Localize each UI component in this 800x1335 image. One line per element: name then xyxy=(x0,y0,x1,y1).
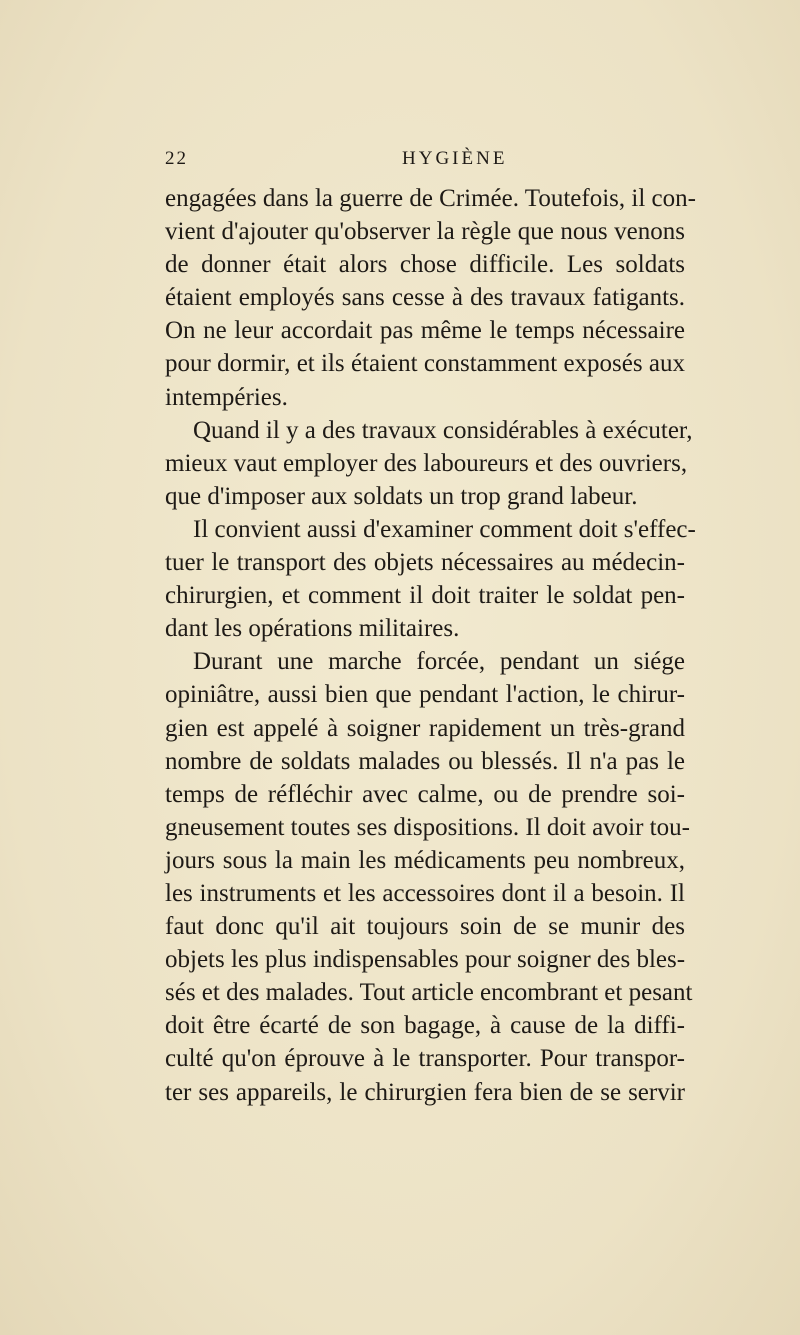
text-line: gneusement toutes ses dispositions. Il doit avoir tou- xyxy=(165,813,690,841)
text-line: chirurgien, et comment il doit traiter le soldat pen- xyxy=(165,582,685,610)
text-line: jours sous la main les médicaments peu nombreux, xyxy=(165,846,685,874)
text-line: Durant une marche forcée, pendant un siége xyxy=(193,648,685,676)
text-line: nombre de soldats malades ou blessés. Il n'a pas le xyxy=(165,747,685,775)
text-line: doit être écarté de son bagage, à cause de la diffi- xyxy=(165,1012,685,1040)
text-line: étaient employés sans cesse à des travaux fatigants. xyxy=(165,284,685,312)
text-line: vient d'ajouter qu'observer la règle que nous venons xyxy=(165,218,685,246)
text-line: opiniâtre, aussi bien que pendant l'action, le chirur- xyxy=(165,681,685,709)
text-line: mieux vaut employer des laboureurs et des ouvriers, xyxy=(165,449,688,477)
text-line: Il convient aussi d'examiner comment doit s'effec- xyxy=(193,515,696,543)
text-line: les instruments et les accessoires dont il a besoin. Il xyxy=(165,879,685,907)
text-line: que d'imposer aux soldats un trop grand labeur. xyxy=(165,482,638,510)
text-line: Quand il y a des travaux considérables à exécuter, xyxy=(193,416,693,444)
text-line: tuer le transport des objets nécessaires au médecin- xyxy=(165,549,685,577)
text-line: dant les opérations militaires. xyxy=(165,615,460,643)
body-text xyxy=(165,182,696,1109)
text-line: culté qu'on éprouve à le transporter. Pour transpor- xyxy=(165,1045,685,1073)
text-line: gien est appelé à soigner rapidement un très-grand xyxy=(165,714,685,742)
text-line: faut donc qu'il ait toujours soin de se munir des xyxy=(165,913,685,941)
page-number: 22 xyxy=(165,148,188,169)
text-line: intempéries. xyxy=(165,383,288,411)
text-line: sés et des malades. Tout article encombrant et pesant xyxy=(165,979,693,1007)
text-line: engagées dans la guerre de Crimée. Toutefois, il con- xyxy=(165,185,696,212)
text-line: objets les plus indispensables pour soigner des bles- xyxy=(165,946,686,974)
text-line: ter ses appareils, le chirurgien fera bien de se servir xyxy=(165,1078,685,1106)
text-line: pour dormir, et ils étaient constamment exposés aux xyxy=(165,350,685,378)
running-title: HYGIÈNE xyxy=(402,148,508,169)
text-line: de donner était alors chose difficile. Les soldats xyxy=(165,251,685,279)
text-line: On ne leur accordait pas même le temps nécessaire xyxy=(165,317,685,345)
text-line: temps de réfléchir avec calme, ou de prendre soi- xyxy=(165,780,685,808)
running-head xyxy=(165,148,685,178)
